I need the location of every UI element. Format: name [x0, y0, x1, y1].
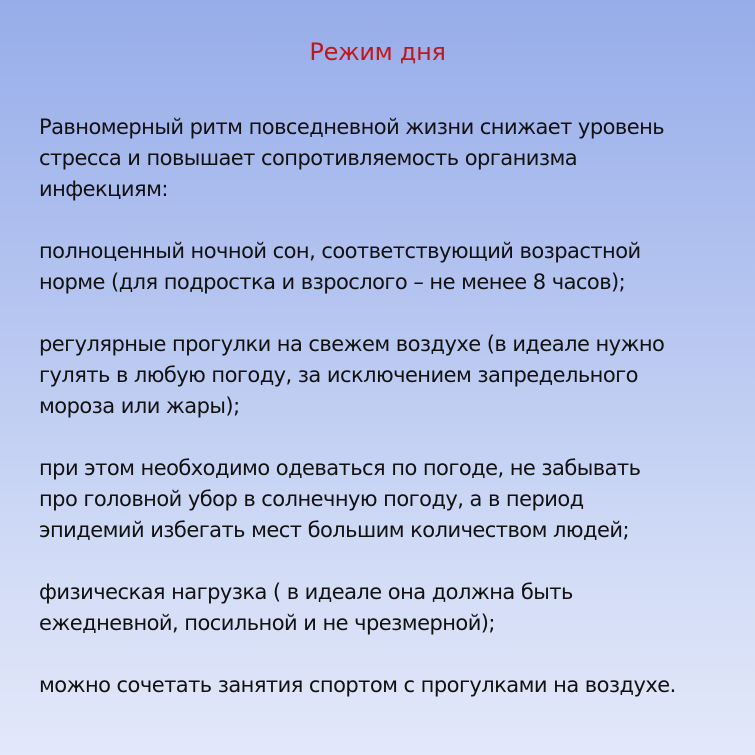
paragraph-exercise [39, 577, 739, 639]
slide-content [39, 112, 739, 701]
text-line: норме (для подростка и взрослого – не менее 8 часов); [39, 270, 626, 294]
text-line: гулять в любую погоду, за исключением запредельного [39, 363, 638, 387]
paragraph-sleep [39, 236, 739, 298]
paragraph-sport [39, 670, 739, 701]
slide-title: Режим дня [309, 38, 446, 66]
text-line: можно сочетать занятия спортом с прогулками на воздухе. [39, 673, 676, 697]
text-line: при этом необходимо одеваться по погоде, не забывать [39, 456, 641, 480]
text-line: эпидемий избегать мест большим количеством людей; [39, 518, 629, 542]
text-line: стресса и повышает сопротивляемость организма [39, 146, 578, 170]
text-line: физическая нагрузка ( в идеале она должна быть [39, 580, 573, 604]
text-line: ежедневной, посильной и не чрезмерной); [39, 611, 495, 635]
paragraph-clothing [39, 453, 739, 546]
text-line: регулярные прогулки на свежем воздухе (в идеале нужно [39, 332, 665, 356]
paragraph-walks [39, 329, 739, 422]
text-line: инфекциям: [39, 177, 168, 201]
text-line: Равномерный ритм повседневной жизни снижает уровень [39, 115, 665, 139]
text-line: полноценный ночной сон, соответствующий возрастной [39, 239, 641, 263]
text-line: про головной убор в солнечную погоду, а в период [39, 487, 584, 511]
paragraph-intro [39, 112, 739, 205]
text-line: мороза или жары); [39, 394, 240, 418]
